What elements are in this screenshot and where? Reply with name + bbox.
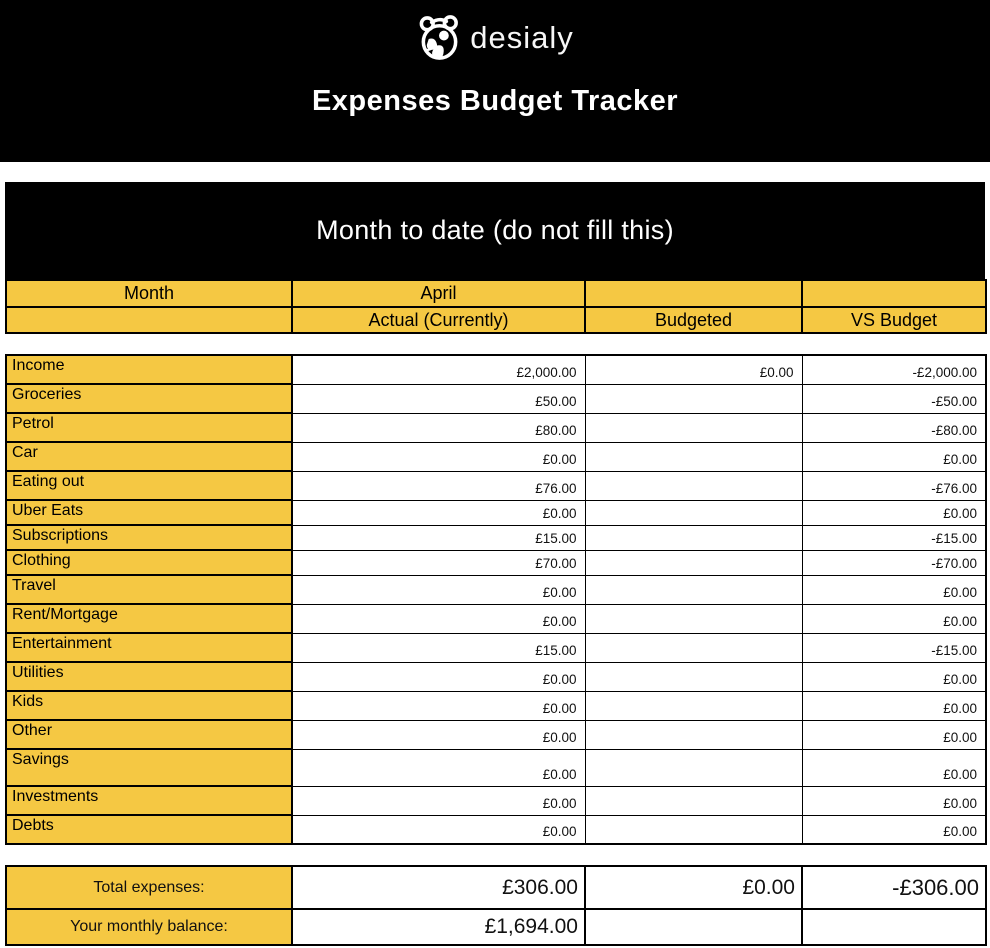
category-row xyxy=(6,815,986,844)
actual-value-cell[interactable]: £0.00 xyxy=(292,442,585,471)
header-rows-table xyxy=(5,279,987,334)
category-label-cell: Other xyxy=(6,720,292,749)
actual-value-cell[interactable]: £2,000.00 xyxy=(292,355,585,384)
categories-tbody xyxy=(6,355,986,844)
category-label-cell: Debts xyxy=(6,815,292,844)
budgeted-value-cell[interactable] xyxy=(585,633,802,662)
vs-budget-value-cell[interactable]: £0.00 xyxy=(802,720,986,749)
budgeted-value-cell[interactable] xyxy=(585,662,802,691)
actual-value-cell[interactable]: £15.00 xyxy=(292,525,585,550)
page-title: Expenses Budget Tracker xyxy=(311,85,679,117)
top-banner xyxy=(0,0,990,162)
actual-value-cell[interactable]: £0.00 xyxy=(292,749,585,786)
month-value-cell[interactable]: April xyxy=(292,280,585,307)
vs-budget-value-cell[interactable]: -£15.00 xyxy=(802,633,986,662)
category-row xyxy=(6,442,986,471)
category-row xyxy=(6,355,986,384)
budgeted-value-cell[interactable]: £0.00 xyxy=(585,355,802,384)
category-label-cell: Investments xyxy=(6,786,292,815)
actual-value-cell[interactable]: £0.00 xyxy=(292,662,585,691)
budgeted-value-cell[interactable] xyxy=(585,575,802,604)
total-expenses-vs-budget: -£306.00 xyxy=(802,866,986,909)
category-row xyxy=(6,691,986,720)
budgeted-value-cell[interactable] xyxy=(585,815,802,844)
budgeted-value-cell[interactable] xyxy=(585,384,802,413)
month-to-date-band xyxy=(5,182,985,279)
budget-sheet xyxy=(5,182,985,946)
category-row xyxy=(6,525,986,550)
vs-budget-value-cell[interactable]: -£80.00 xyxy=(802,413,986,442)
budgeted-value-cell[interactable] xyxy=(585,550,802,575)
actual-value-cell[interactable]: £80.00 xyxy=(292,413,585,442)
total-expenses-label: Total expenses: xyxy=(6,866,292,909)
category-label-cell: Petrol xyxy=(6,413,292,442)
category-label-cell: Car xyxy=(6,442,292,471)
actual-value-cell[interactable]: £0.00 xyxy=(292,786,585,815)
vs-budget-value-cell[interactable]: -£76.00 xyxy=(802,471,986,500)
actual-value-cell[interactable]: £70.00 xyxy=(292,550,585,575)
budgeted-value-cell[interactable] xyxy=(585,749,802,786)
vs-budget-value-cell[interactable]: £0.00 xyxy=(802,604,986,633)
vs-budget-value-cell[interactable]: £0.00 xyxy=(802,749,986,786)
budgeted-value-cell[interactable] xyxy=(585,786,802,815)
column-header-vs-budget: VS Budget xyxy=(802,307,986,333)
summary-table xyxy=(5,865,987,946)
budgeted-value-cell[interactable] xyxy=(585,442,802,471)
actual-value-cell[interactable]: £0.00 xyxy=(292,575,585,604)
category-label-cell: Kids xyxy=(6,691,292,720)
category-label-cell: Income xyxy=(6,355,292,384)
empty-header-cell xyxy=(585,280,802,307)
category-row xyxy=(6,633,986,662)
desialy-logo-icon xyxy=(416,13,463,63)
column-header-budgeted: Budgeted xyxy=(585,307,802,333)
category-label-cell: Travel xyxy=(6,575,292,604)
category-label-cell: Savings xyxy=(6,749,292,786)
category-row xyxy=(6,500,986,525)
actual-value-cell[interactable]: £0.00 xyxy=(292,720,585,749)
vs-budget-value-cell[interactable]: £0.00 xyxy=(802,575,986,604)
budgeted-value-cell[interactable] xyxy=(585,720,802,749)
vs-budget-value-cell[interactable]: £0.00 xyxy=(802,662,986,691)
brand xyxy=(416,13,574,63)
budgeted-value-cell[interactable] xyxy=(585,413,802,442)
vs-budget-value-cell[interactable]: -£2,000.00 xyxy=(802,355,986,384)
actual-value-cell[interactable]: £50.00 xyxy=(292,384,585,413)
category-row xyxy=(6,749,986,786)
category-label-cell: Eating out xyxy=(6,471,292,500)
vs-budget-value-cell[interactable]: -£70.00 xyxy=(802,550,986,575)
vs-budget-value-cell[interactable]: £0.00 xyxy=(802,786,986,815)
monthly-balance-value: £1,694.00 xyxy=(292,909,585,945)
budgeted-value-cell[interactable] xyxy=(585,525,802,550)
budgeted-value-cell[interactable] xyxy=(585,471,802,500)
category-row xyxy=(6,384,986,413)
category-row xyxy=(6,575,986,604)
category-label-cell: Utilities xyxy=(6,662,292,691)
vs-budget-value-cell[interactable]: £0.00 xyxy=(802,442,986,471)
vs-budget-value-cell[interactable]: £0.00 xyxy=(802,691,986,720)
category-label-cell: Uber Eats xyxy=(6,500,292,525)
category-row xyxy=(6,604,986,633)
actual-value-cell[interactable]: £0.00 xyxy=(292,815,585,844)
actual-value-cell[interactable]: £76.00 xyxy=(292,471,585,500)
vs-budget-value-cell[interactable]: -£50.00 xyxy=(802,384,986,413)
budgeted-value-cell[interactable] xyxy=(585,500,802,525)
category-row xyxy=(6,720,986,749)
category-row xyxy=(6,413,986,442)
empty-header-cell xyxy=(802,280,986,307)
category-label-cell: Entertainment xyxy=(6,633,292,662)
budgeted-value-cell[interactable] xyxy=(585,691,802,720)
category-row xyxy=(6,471,986,500)
month-label-cell: Month xyxy=(6,280,292,307)
vs-budget-value-cell[interactable]: -£15.00 xyxy=(802,525,986,550)
category-label-cell: Groceries xyxy=(6,384,292,413)
empty-summary-cell xyxy=(585,909,802,945)
budgeted-value-cell[interactable] xyxy=(585,604,802,633)
month-row xyxy=(6,280,986,307)
empty-header-cell xyxy=(6,307,292,333)
column-header-actual: Actual (Currently) xyxy=(292,307,585,333)
brand-name: desialy xyxy=(470,20,574,55)
empty-summary-cell xyxy=(802,909,986,945)
column-headers-row xyxy=(6,307,986,333)
category-label-cell: Rent/Mortgage xyxy=(6,604,292,633)
category-label-cell: Subscriptions xyxy=(6,525,292,550)
categories-table xyxy=(5,354,987,845)
actual-value-cell[interactable]: £0.00 xyxy=(292,604,585,633)
vs-budget-value-cell[interactable]: £0.00 xyxy=(802,500,986,525)
category-row xyxy=(6,550,986,575)
actual-value-cell[interactable]: £0.00 xyxy=(292,691,585,720)
category-row xyxy=(6,786,986,815)
vs-budget-value-cell[interactable]: £0.00 xyxy=(802,815,986,844)
section-title: Month to date (do not fill this) xyxy=(316,215,674,245)
monthly-balance-label: Your monthly balance: xyxy=(6,909,292,945)
total-expenses-actual: £306.00 xyxy=(292,866,585,909)
category-label-cell: Clothing xyxy=(6,550,292,575)
category-row xyxy=(6,662,986,691)
total-expenses-row xyxy=(6,866,986,909)
monthly-balance-row xyxy=(6,909,986,945)
actual-value-cell[interactable]: £0.00 xyxy=(292,500,585,525)
actual-value-cell[interactable]: £15.00 xyxy=(292,633,585,662)
total-expenses-budgeted: £0.00 xyxy=(585,866,802,909)
